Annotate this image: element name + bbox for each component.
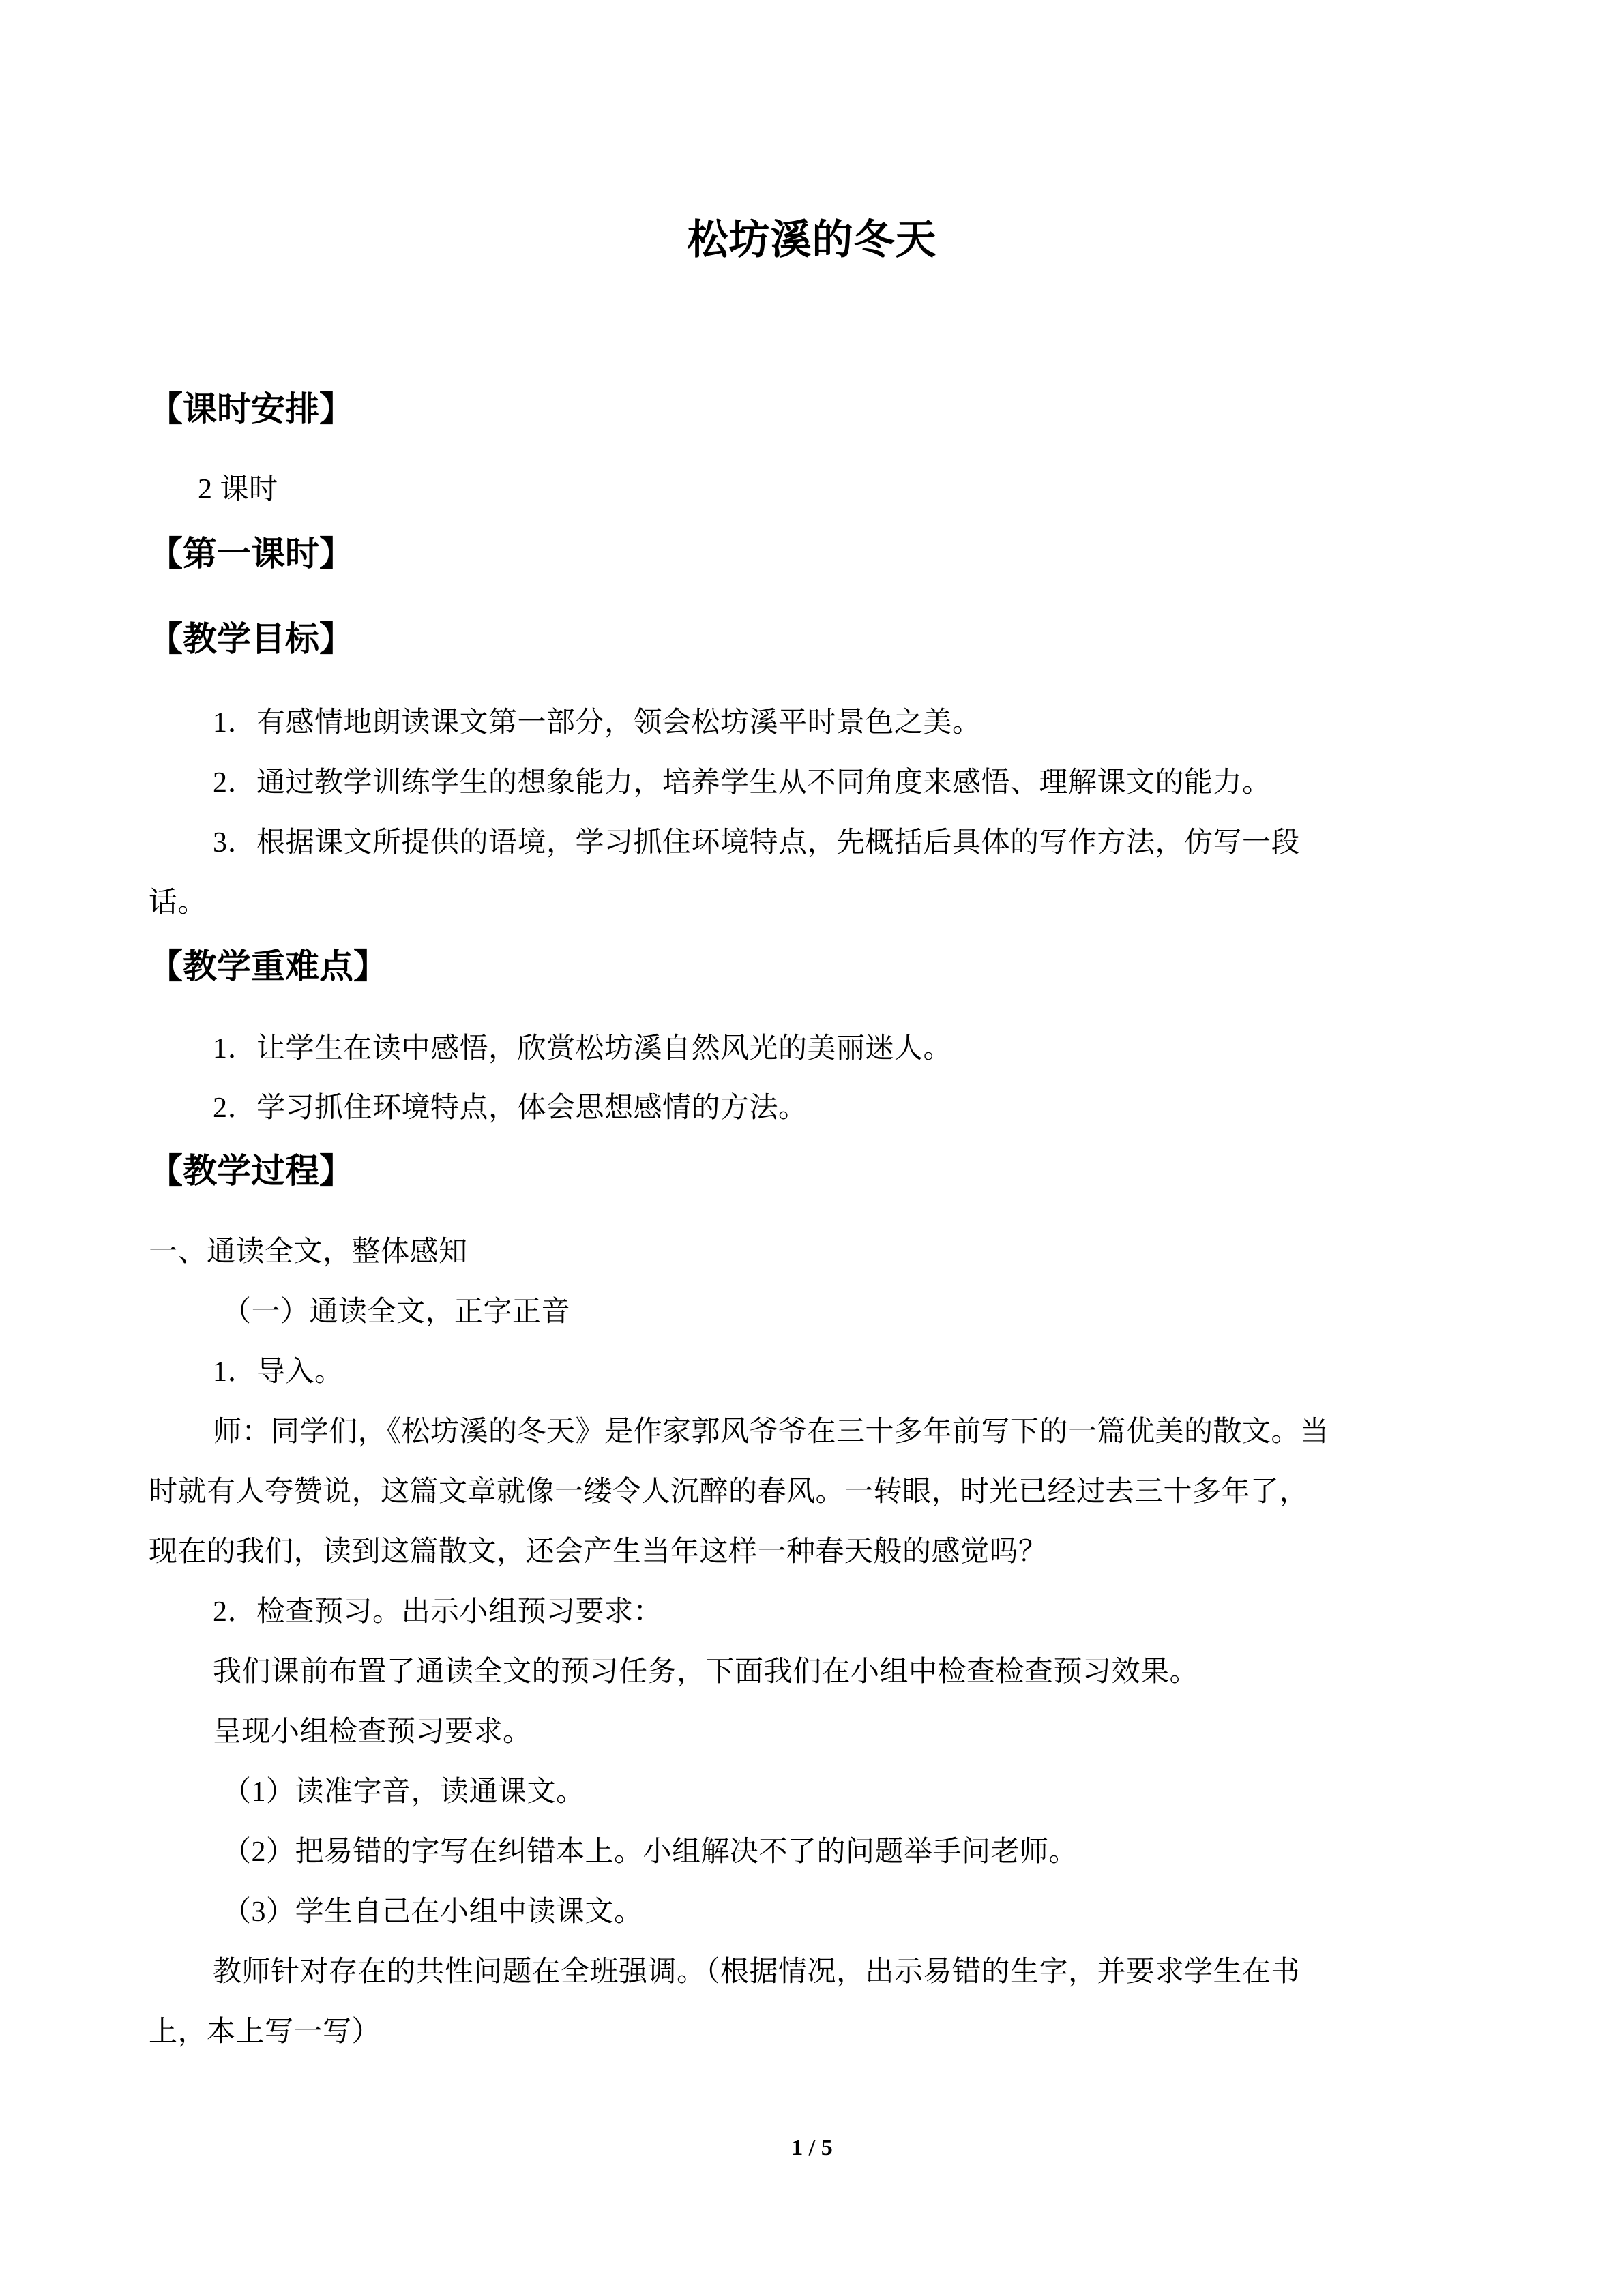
page-indicator: 1 / 5 bbox=[791, 2135, 833, 2160]
heading-first-period: 【第一课时】 bbox=[149, 535, 353, 573]
objective-item: 3．根据课文所提供的语境，学习抓住环境特点，先概括后具体的写作方法，仿写一段 bbox=[213, 827, 1301, 859]
intro-paragraph-line: 师：同学们，《松坊溪的冬天》是作家郭风爷爷在三十多年前写下的一篇优美的散文。当 bbox=[213, 1416, 1329, 1448]
process-step-title: 一、通读全文，整体感知 bbox=[149, 1236, 468, 1268]
heading-schedule: 【课时安排】 bbox=[149, 390, 353, 428]
heading-objectives: 【教学目标】 bbox=[149, 620, 353, 658]
intro-paragraph-line: 现在的我们，读到这篇散文，还会产生当年这样一种春天般的感觉吗？ bbox=[149, 1536, 1048, 1568]
key-point-item: 2．学习抓住环境特点，体会思想感情的方法。 bbox=[213, 1092, 808, 1124]
document-title: 松坊溪的冬天 bbox=[687, 218, 937, 263]
teacher-note-line: 上，本上写一写） bbox=[149, 2016, 381, 2048]
objective-item-continuation: 话。 bbox=[149, 887, 207, 919]
objective-item: 1．有感情地朗读课文第一部分，领会松坊溪平时景色之美。 bbox=[213, 707, 981, 739]
requirement-item: （1）读准字音，读通课文。 bbox=[222, 1776, 585, 1808]
intro-label: 1．导入。 bbox=[213, 1356, 344, 1388]
heading-key-points: 【教学重难点】 bbox=[149, 947, 387, 985]
check-intro: 我们课前布置了通读全文的预习任务，下面我们在小组中检查检查预习效果。 bbox=[213, 1656, 1199, 1688]
key-point-item: 1．让学生在读中感悟，欣赏松坊溪自然风光的美丽迷人。 bbox=[213, 1033, 953, 1064]
process-sub-title: （一）通读全文，正字正音 bbox=[222, 1296, 571, 1328]
heading-process: 【教学过程】 bbox=[149, 1152, 353, 1190]
intro-paragraph-line: 时就有人夸赞说，这篇文章就像一缕令人沉醉的春风。一转眼，时光已经过去三十多年了， bbox=[149, 1476, 1309, 1508]
check-show: 呈现小组检查预习要求。 bbox=[213, 1716, 532, 1748]
requirement-item: （2）把易错的字写在纠错本上。小组解决不了的问题举手问老师。 bbox=[222, 1836, 1078, 1868]
requirement-item: （3）学生自己在小组中读课文。 bbox=[222, 1896, 643, 1928]
teacher-note-line: 教师针对存在的共性问题在全班强调。（根据情况，出示易错的生字，并要求学生在书 bbox=[213, 1956, 1301, 1988]
objective-item: 2．通过教学训练学生的想象能力，培养学生从不同角度来感悟、理解课文的能力。 bbox=[213, 767, 1271, 799]
schedule-text: 2 课时 bbox=[198, 474, 278, 505]
check-label: 2．检查预习。出示小组预习要求： bbox=[213, 1596, 663, 1628]
